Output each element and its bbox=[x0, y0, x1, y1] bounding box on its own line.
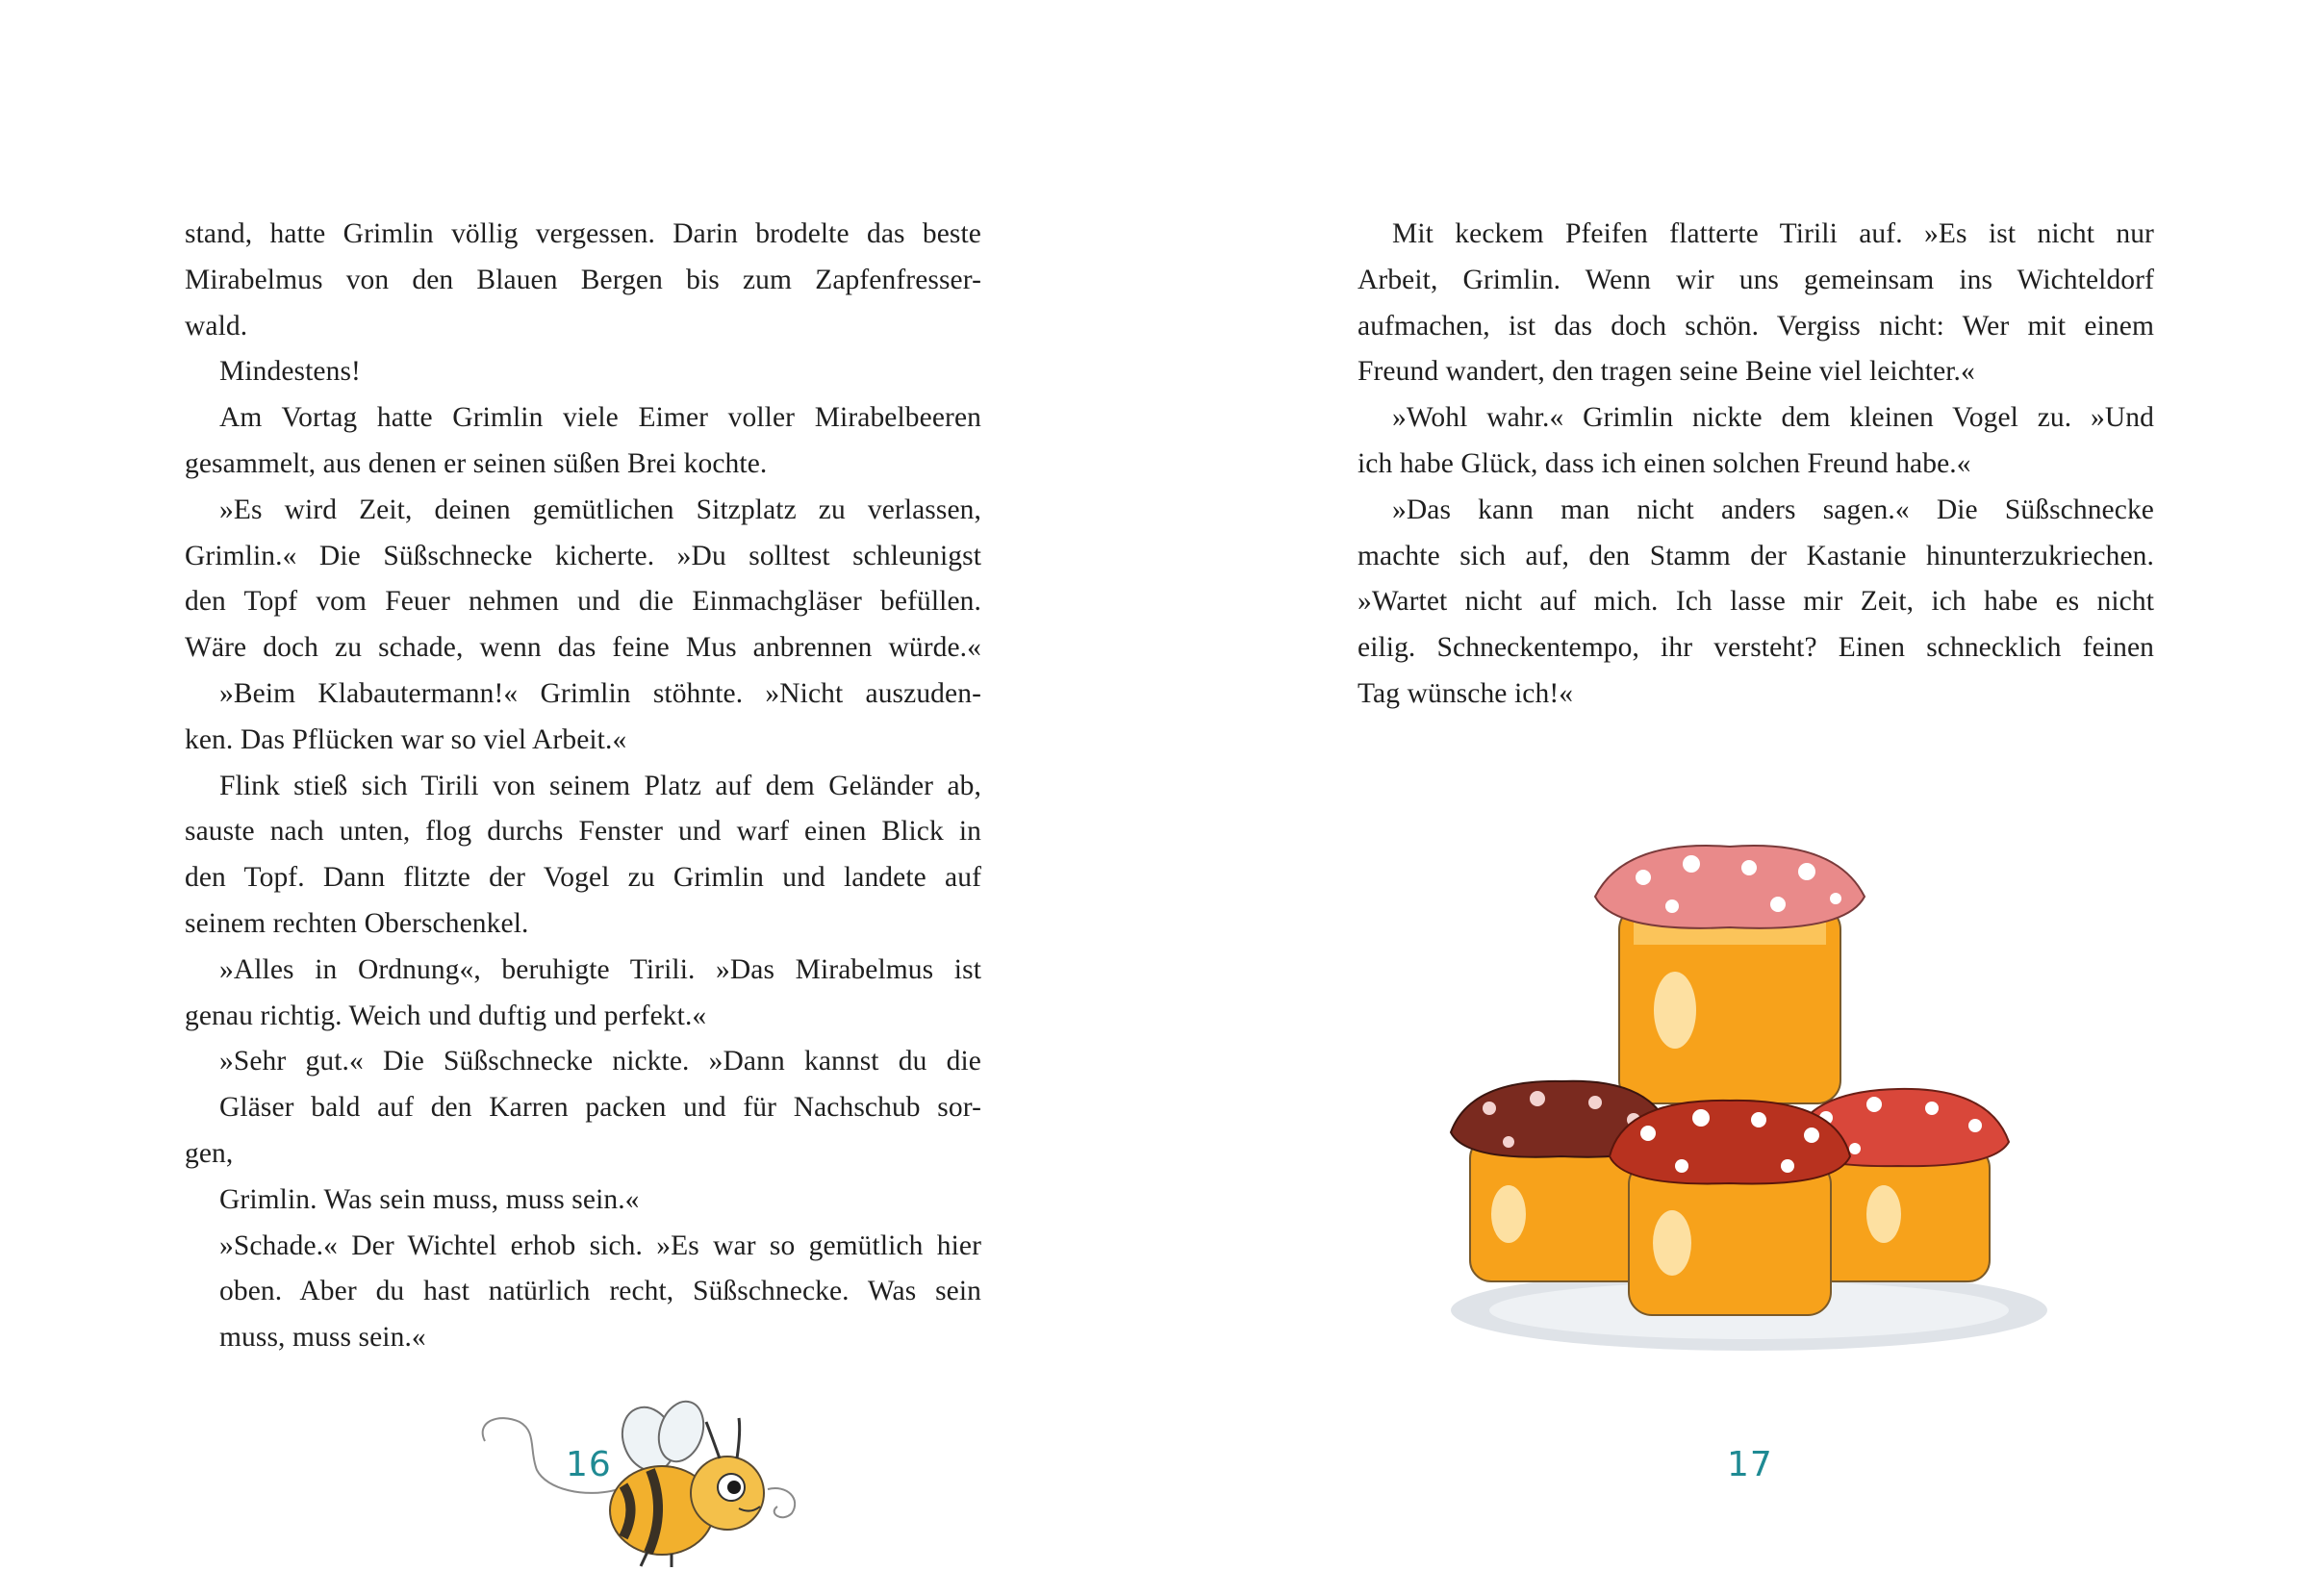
text-line: ich habe Glück, dass ich einen solchen Freund habe.« bbox=[1357, 447, 1971, 479]
text-line: Mindestens! bbox=[219, 356, 361, 388]
bee-illustration bbox=[479, 1393, 806, 1568]
text-line: »Schade.« Der Wichtel erhob sich. »Es war so gemütlich hier bbox=[219, 1229, 981, 1261]
left-page bbox=[0, 0, 1154, 1596]
text-line: wald. bbox=[185, 310, 248, 342]
text-line: sauste nach unten, flog durchs Fenster und warf einen Blick in bbox=[185, 816, 981, 848]
text-line: Gläser bald auf den Karren packen und für Nachschub sor- bbox=[219, 1092, 981, 1124]
text-line: oben. Aber du hast natürlich recht, Süßschnecke. Was sein bbox=[219, 1276, 981, 1307]
text-line: stand, hatte Grimlin völlig vergessen. Darin brodelte das beste bbox=[185, 218, 981, 249]
text-line: »Das kann man nicht anders sagen.« Die Süßschnecke bbox=[1392, 494, 2154, 525]
text-line: machte sich auf, den Stamm der Kastanie hinunterzukriechen. bbox=[1357, 540, 2154, 571]
text-line: Flink stieß sich Tirili von seinem Platz auf dem Geländer ab, bbox=[219, 770, 981, 801]
text-line: ken. Das Pflücken war so viel Arbeit.« bbox=[185, 723, 627, 755]
jam-jars-illustration bbox=[1432, 829, 2047, 1378]
text-line: Am Vortag hatte Grimlin viele Eimer voller Mirabelbeeren bbox=[219, 402, 981, 434]
text-line: den Topf vom Feuer nehmen und die Einmachgläser befüllen. bbox=[185, 586, 981, 618]
text-line: Grimlin.« Die Süßschnecke kicherte. »Du solltest schleunigst bbox=[185, 540, 981, 571]
text-line: aufmachen, ist das doch schön. Vergiss nicht: Wer mit einem bbox=[1357, 310, 2154, 342]
text-line: »Es wird Zeit, deinen gemütlichen Sitzplatz zu verlassen, bbox=[219, 494, 981, 525]
text-line: eilig. Schneckentempo, ihr versteht? Einen schnecklich feinen bbox=[1357, 632, 2154, 664]
text-line: »Wohl wahr.« Grimlin nickte dem kleinen Vogel zu. »Und bbox=[1392, 402, 2154, 434]
text-line: »Sehr gut.« Die Süßschnecke nickte. »Dann kannst du die bbox=[219, 1046, 981, 1077]
right-page-text bbox=[1357, 212, 2154, 718]
text-line: »Alles in Ordnung«, beruhigte Tirili. »Das Mirabelmus ist bbox=[219, 953, 981, 985]
text-line: »Beim Klabautermann!« Grimlin stöhnte. »Nicht auszuden- bbox=[219, 677, 981, 709]
text-line: den Topf. Dann flitzte der Vogel zu Grimlin und landete auf bbox=[185, 862, 981, 894]
text-line: Arbeit, Grimlin. Wenn wir uns gemeinsam ins Wichteldorf bbox=[1357, 264, 2154, 295]
page-number-right: 17 bbox=[1727, 1445, 1773, 1484]
text-line: »Wartet nicht auf mich. Ich lasse mir Zeit, ich habe es nicht bbox=[1357, 586, 2154, 618]
text-line: seinem rechten Oberschenkel. bbox=[185, 907, 529, 939]
text-line: Tag wünsche ich!« bbox=[1357, 677, 1574, 709]
text-line: gesammelt, aus denen er seinen süßen Brei kochte. bbox=[185, 447, 768, 479]
right-page bbox=[1154, 0, 2309, 1596]
text-line: Grimlin. Was sein muss, muss sein.« bbox=[219, 1183, 640, 1215]
text-line: Mit keckem Pfeifen flatterte Tirili auf. »Es ist nicht nur bbox=[1392, 218, 2154, 249]
text-line: Mirabelmus von den Blauen Bergen bis zum Zapfenfresser- bbox=[185, 264, 981, 295]
text-line: Wäre doch zu schade, wenn das feine Mus anbrennen würde.« bbox=[185, 632, 981, 664]
text-line: gen, bbox=[185, 1137, 234, 1169]
text-line: Freund wandert, den tragen seine Beine viel leichter.« bbox=[1357, 356, 1975, 388]
text-line: muss, muss sein.« bbox=[219, 1322, 426, 1354]
left-page-text bbox=[185, 212, 981, 1361]
text-line: genau richtig. Weich und duftig und perfekt.« bbox=[185, 1000, 707, 1031]
page-number-left: 16 bbox=[566, 1445, 612, 1484]
